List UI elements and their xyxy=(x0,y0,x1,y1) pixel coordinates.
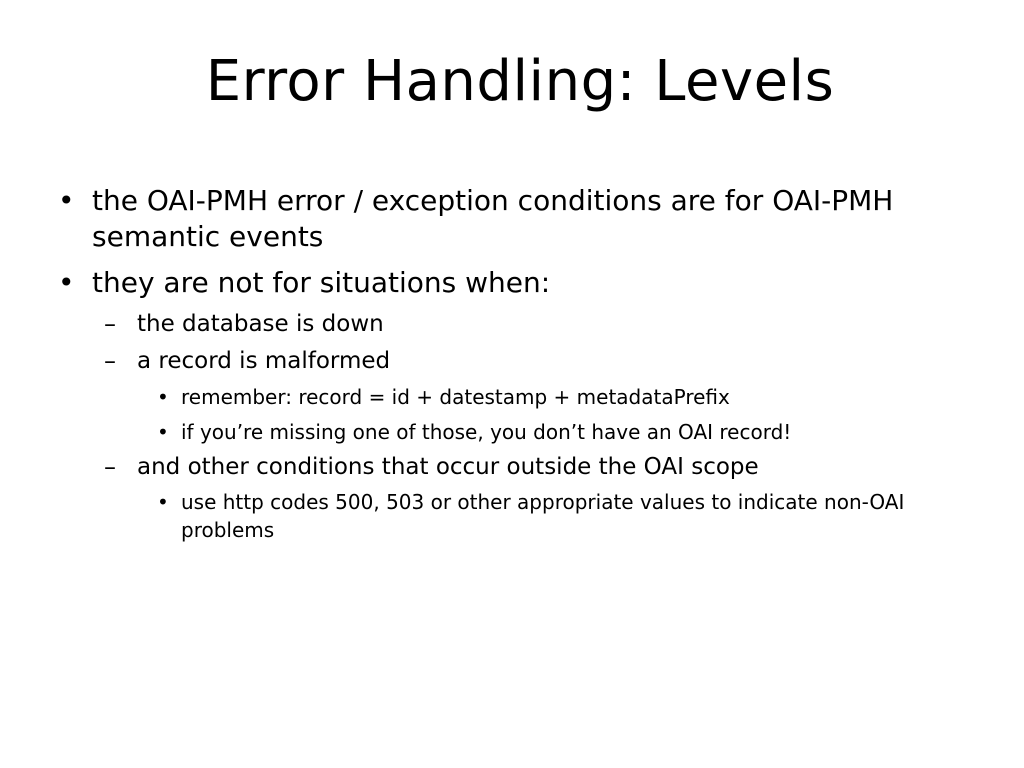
dash-marker: – xyxy=(104,347,116,375)
bullet-text: the OAI-PMH error / exception conditions are for OAI-PMH semantic events xyxy=(92,184,894,253)
sub-sub-bullet-text: use http codes 500, 503 or other appropriate values to indicate non-OAI problems xyxy=(181,490,905,542)
bullet-text: they are not for situations when: xyxy=(92,266,551,299)
sub-bullet-text: a record is malformed xyxy=(137,348,391,374)
bullet-marker: • xyxy=(157,420,169,444)
sub-sub-bullet-text: remember: record = id + datestamp + metadataPrefix xyxy=(181,385,730,409)
sub-bullet-text: and other conditions that occur outside the OAI scope xyxy=(137,454,759,480)
bullet-marker: • xyxy=(58,184,75,217)
sub-bullet-text: the database is down xyxy=(137,311,384,337)
slide-title: Error Handling: Levels xyxy=(205,49,835,114)
dash-marker: – xyxy=(104,453,116,481)
sub-sub-bullet-text: if you’re missing one of those, you don’t have an OAI record! xyxy=(181,420,792,444)
bullet-marker: • xyxy=(58,266,75,299)
dash-marker: – xyxy=(104,310,116,338)
bullet-marker: • xyxy=(157,385,169,409)
bullet-marker: • xyxy=(157,490,169,514)
